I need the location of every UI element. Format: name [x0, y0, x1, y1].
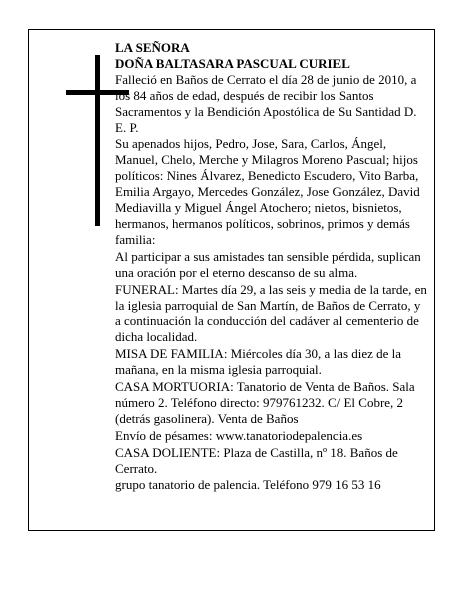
family-mass-paragraph: MISA DE FAMILIA: Miércoles día 30, a las diez de la mañana, en la misma iglesia parroquial. — [115, 346, 402, 378]
prayer-request-paragraph: Al participar a sus amistades tan sensible pérdida, suplican una oración por el eterno descanso de su alma. — [115, 248, 421, 280]
condolences-paragraph: Envío de pésames: www.tanatoriodepalencia.es — [115, 427, 363, 443]
notice-text — [115, 40, 427, 494]
mortuary-paragraph: CASA MORTUORIA: Tanatorio de Venta de Baños. Sala número 2. Teléfono directo: 979761232. C/ El Cobre, 2 (detrás gasolinera). Venta de Baños — [115, 379, 415, 426]
cross-vertical-bar — [95, 55, 100, 226]
grieving-home-paragraph: CASA DOLIENTE: Plaza de Castilla, nº 18. Baños de Cerrato. — [115, 444, 398, 476]
death-paragraph: Falleció en Baños de Cerrato el día 28 de junio de 2010, a los 84 años de edad, después de recibir los Santos Sacramentos y la Bendición Apostólica de Su Santidad D. E. P. — [115, 71, 417, 135]
notice-heading-title: LA SEÑORA — [115, 40, 190, 55]
funeral-home-paragraph: grupo tanatorio de palencia. Teléfono 979 16 53 16 — [115, 477, 381, 493]
family-paragraph: Su apenados hijos, Pedro, Jose, Sara, Carlos, Ángel, Manuel, Chelo, Merche y Milagros Moreno Pascual; hijos políticos: Nines Álvarez, Benedicto Escudero, Vito Barba, Emilia Argayo, Mercedes González, Jose González, David Mediavilla y Miguel Ángel Atochero; nietos, bisnietos, hermanos, hermanos políticos, sobrinos, primos y demás familia: — [115, 136, 420, 247]
obituary-notice — [28, 29, 435, 531]
funeral-paragraph: FUNERAL: Martes día 29, a las seis y media de la tarde, en la iglesia parroquial de San Martín, de Baños de Cerrato, y a continuación la conducción del cadáver al cementerio de dicha localidad. — [115, 281, 427, 345]
notice-heading-name: DOÑA BALTASARA PASCUAL CURIEL — [115, 55, 350, 71]
